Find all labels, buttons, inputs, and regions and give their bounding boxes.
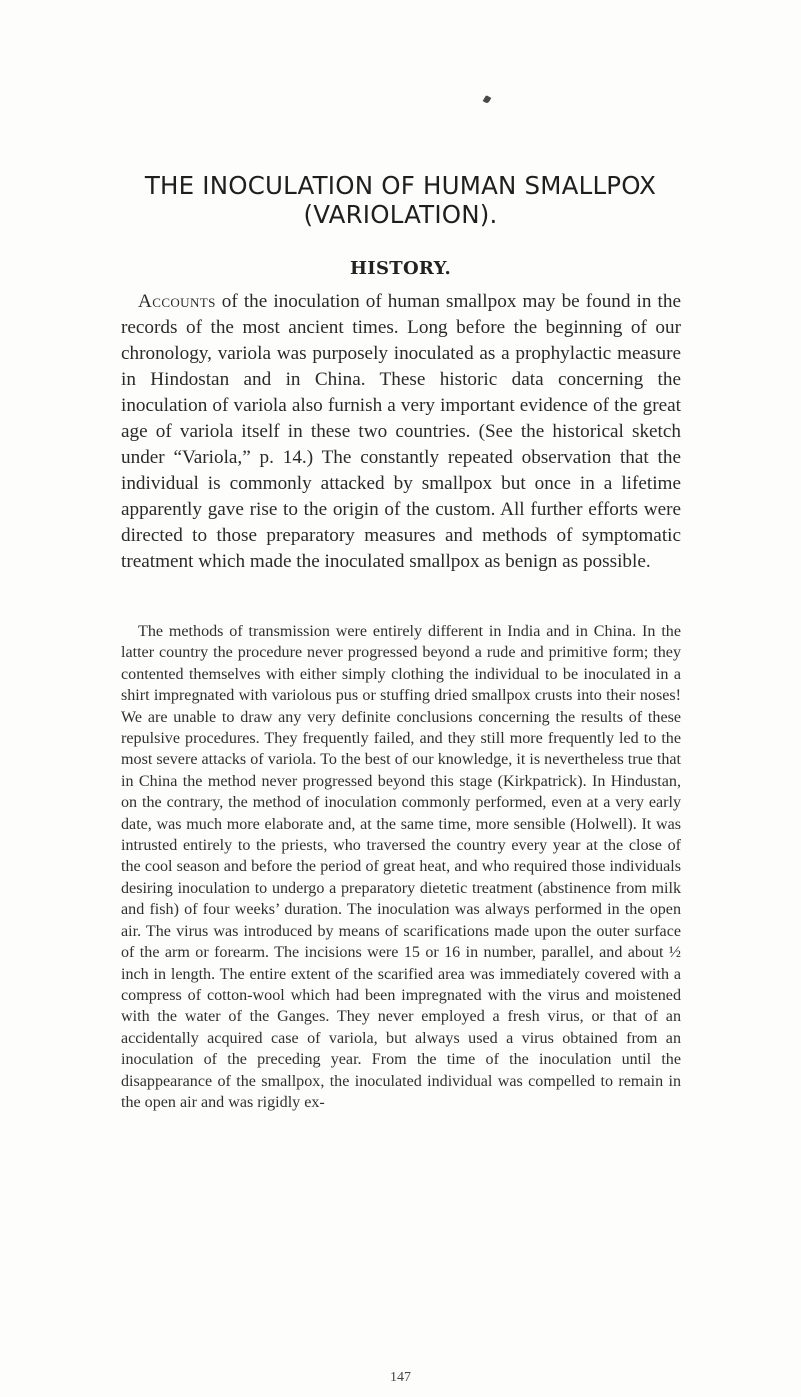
- paragraph-1-text: of the inoculation of human smallpox may be found in the records of the most ancient times. Long before the beginning of our chronology, variola was purposely inoculated as a prophylactic measure in Hindostan and in China. These historic data concerning the inoculation of variola also furnish a very important evidence of the great age of variola itself in these two countries. (See the historical sketch under “Variola,” p. 14.) The constantly repeated observation that the individual is commonly attacked by smallpox but once in a lifetime apparently gave rise to the origin of the custom. All further efforts were directed to those preparatory measures and methods of symptomatic treatment which made the inoculated smallpox as benign as possible.: [121, 291, 681, 572]
- chapter-title-line-1: THE INOCULATION OF HUMAN SMALLPOX: [144, 171, 657, 200]
- chapter-title-line-2: (VARIOLATION).: [303, 200, 498, 229]
- section-heading: HISTORY.: [349, 258, 452, 279]
- ink-mark: [483, 95, 492, 104]
- paragraph-1: [121, 289, 681, 575]
- page-number: 147: [390, 1370, 411, 1385]
- paragraph-1-lead: Accounts: [138, 291, 216, 312]
- paragraph-2: The methods of transmission were entirely different in India and in China. In the latter country the procedure never progressed beyond a rude and primitive form; they contented themselves with either simply clothing the individual to be inoculated in a shirt impregnated with variolous pus or stuffing dried smallpox crusts into their noses! We are unable to draw any very definite conclusions concerning the results of these repulsive procedures. They frequently failed, and they still more frequently led to the most severe attacks of variola. To the best of our knowledge, it is nevertheless true that in China the method never progressed beyond this stage (Kirkpatrick). In Hindustan, on the contrary, the method of inoculation commonly performed, even at a very early date, was much more elaborate and, at the same time, more sensible (Holwell). It was intrusted entirely to the priests, who traversed the country every year at the close of the cool season and before the period of great heat, and who required those individuals desiring inoculation to undergo a preparatory dietetic treatment (abstinence from milk and fish) of four weeks’ duration. The inoculation was always performed in the open air. The virus was introduced by means of scarifications made upon the outer surface of the arm or forearm. The incisions were 15 or 16 in number, parallel, and about ½ inch in length. The entire extent of the scarified area was immediately covered with a compress of cotton-wool which had been impregnated with the virus and moistened with the water of the Ganges. They never employed a fresh virus, or that of an accidentally acquired case of variola, but always used a virus obtained from an inoculation of the preceding year. From the time of the inoculation until the disappearance of the smallpox, the inoculated individual was compelled to remain in the open air and was rigidly ex-: [121, 623, 681, 1111]
